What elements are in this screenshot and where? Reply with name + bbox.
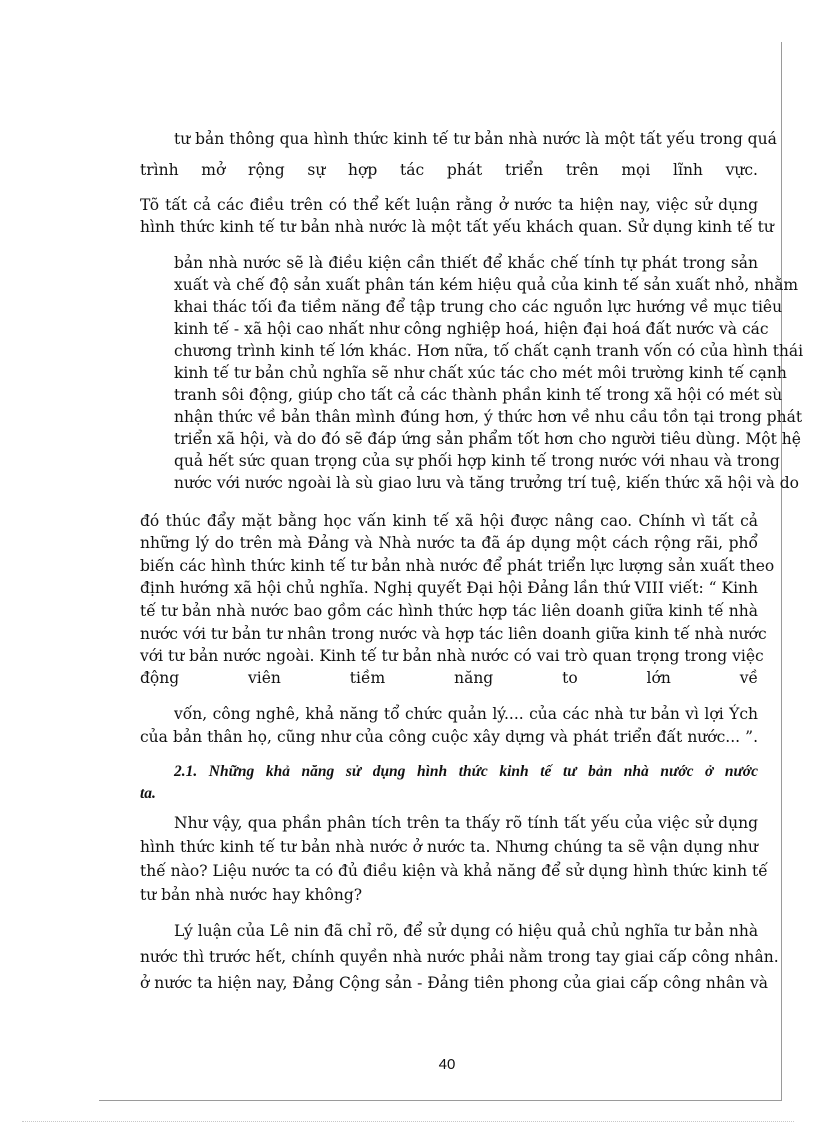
section-heading-cont: ta. xyxy=(140,785,156,802)
text-line: nhận thức về bản thân mình đúng hơn, ý thức hơn về nhu cầu tồn tại trong phát xyxy=(174,408,803,426)
text-line: tư bản thông qua hình thức kinh tế tư bản nhà nước là một tất yếu trong quá xyxy=(174,130,777,148)
text-line: tư bản nhà nước hay không? xyxy=(140,886,363,904)
page-number: 40 xyxy=(438,1056,456,1073)
text-line: với tư bản nước ngoài. Kinh tế tư bản nhà nước có vai trò quan trọng trong việc xyxy=(140,647,764,665)
text-line: vốn, công nghê, khả năng tổ chức quản lý.... của các nhà tư bản vì lợi Ých xyxy=(174,705,758,723)
text-line: khai thác tối đa tiềm năng để tập trung cho các nguồn lực hướng về mục tiêu xyxy=(174,298,783,316)
text-line: kinh tế - xã hội cao nhất như công nghiệp hoá, hiện đại hoá đất nước và các xyxy=(174,320,769,338)
text-line: đó thúc đẩy mặt bằng học vấn kinh tế xã hội được nâng cao. Chính vì tất cả xyxy=(140,512,758,530)
text-line: hình thức kinh tế tư bản nhà nước là một tất yếu khách quan. Sử dụng kinh tế tư xyxy=(140,218,774,236)
text-line: nước thì trước hết, chính quyền nhà nước phải nằm trong tay giai cấp công nhân. xyxy=(140,948,779,966)
text-line: xuất và chế độ sản xuất phân tán kém hiệu quả của kinh tế sản xuất nhỏ, nhằm xyxy=(174,276,799,294)
text-line: quả hết sức quan trọng của sự phối hợp kinh tế trong nước với nhau và trong xyxy=(174,452,780,470)
text-line: thế nào? Liệu nước ta có đủ điều kiện và khả năng để sử dụng hình thức kinh tế xyxy=(140,862,768,880)
text-line: định hướng xã hội chủ nghĩa. Nghị quyết Đại hội Đảng lần thứ VIII viết: “ Kinh xyxy=(140,579,758,597)
section-heading: 2.1. Những khả năng sử dụng hình thức kinh tế tư bản nhà nước ở nước xyxy=(174,763,758,780)
text-line: chương trình kinh tế lớn khác. Hơn nữa, tố chất cạnh tranh vốn có của hình thái xyxy=(174,342,804,360)
text-line: ở nước ta hiện nay, Đảng Cộng sản - Đảng tiên phong của giai cấp công nhân và xyxy=(140,974,768,992)
text-line: bản nhà nước sẽ là điều kiện cần thiết để khắc chế tính tự phát trong sản xyxy=(174,254,758,272)
text-line: những lý do trên mà Đảng và Nhà nước ta đã áp dụng một cách rộng rãi, phổ xyxy=(140,534,758,552)
text-line: của bản thân họ, cũng như của công cuộc xây dựng và phát triển đất nước... ”. xyxy=(140,728,758,746)
text-line: Như vậy, qua phần phân tích trên ta thấy rõ tính tất yếu của việc sử dụng xyxy=(174,814,758,832)
text-line: hình thức kinh tế tư bản nhà nước ở nước ta. Nhưng chúng ta sẽ vận dụng như xyxy=(140,838,758,856)
text-line: triển xã hội, và do đó sẽ đáp ứng sản phẩm tốt hơn cho người tiêu dùng. Một hệ xyxy=(174,430,801,448)
text-line: tế tư bản nhà nước bao gồm các hình thức hợp tác liên doanh giữa kinh tế nhà xyxy=(140,602,758,620)
text-line: trình mở rộng sự hợp tác phát triển trên mọi lĩnh vực. xyxy=(140,161,758,179)
text-line: Tõ tất cả các điều trên có thể kết luận rằng ở nước ta hiện nay, việc sử dụng xyxy=(140,196,758,214)
text-line: Lý luận của Lê nin đã chỉ rõ, để sử dụng có hiệu quả chủ nghĩa tư bản nhà xyxy=(174,922,759,940)
text-line: nước với nước ngoài là sù giao lưu và tăng trưởng trí tuệ, kiến thức xã hội và do xyxy=(174,474,800,492)
text-line: tranh sôi động, giúp cho tất cả các thành phần kinh tế trong xã hội có mét sù xyxy=(174,386,783,404)
text-line: nước với tư bản tư nhân trong nước và hợp tác liên doanh giữa kinh tế nhà nước xyxy=(140,625,767,643)
page-bottom-dotted-line xyxy=(22,1121,794,1122)
text-line: kinh tế tư bản chủ nghĩa sẽ như chất xúc tác cho mét môi trường kinh tế cạnh xyxy=(174,364,787,382)
text-line: biến các hình thức kinh tế tư bản nhà nước để phát triển lực lượng sản xuất theo xyxy=(140,557,775,575)
text-line: động viên tiềm năng to lớn về xyxy=(140,669,758,687)
